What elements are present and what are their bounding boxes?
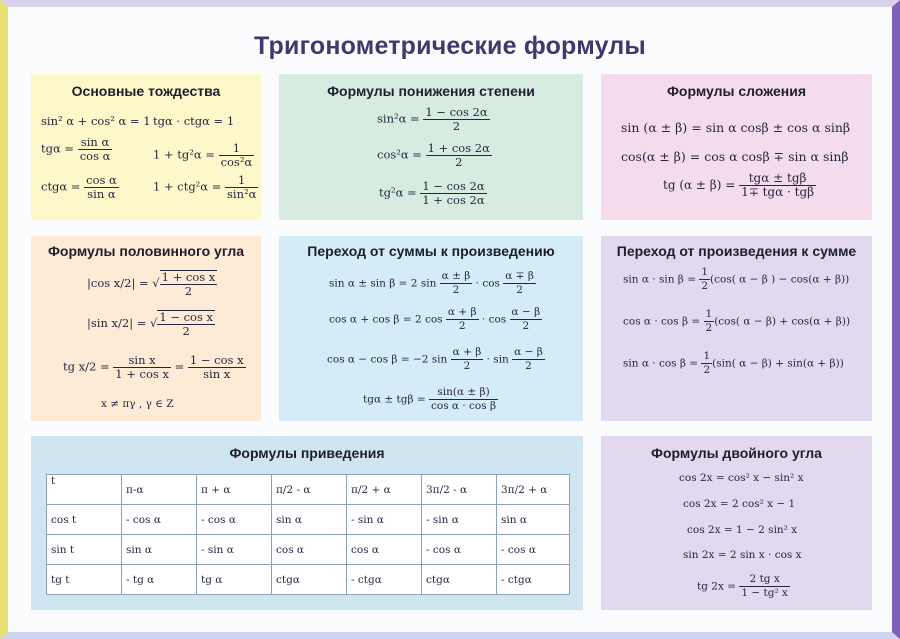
panel-basic-identities (31, 74, 261, 220)
formula: |cos x/2| = √ $\frac{\text{1 + cos x}}{2}$ (87, 270, 216, 298)
table-row (47, 565, 570, 595)
formula: sin 2x = 2 sin x · cos x (683, 549, 802, 561)
table-cell: cos t (47, 505, 122, 535)
formula: cos α · cos β = $\frac{1}{2}$ (cos( α − β) + cos(α + β)) (623, 308, 851, 334)
formula: tg (α ± β) = $\frac{\text{tgα ± tgβ}}{\text{1∓ tgα · tgβ}}$ (663, 171, 815, 199)
panel-product-to-sum (601, 236, 872, 421)
formula: tg x/2 = $\frac{\text{sin x}}{\text{1 + cos x}}$ = $\frac{\text{1 − cos x}}{\text{sin x}}$ (63, 353, 244, 381)
table-cell: sin α (497, 505, 570, 535)
table-header-cell: π + α (197, 475, 272, 505)
panel-heading: Формулы половинного угла (47, 243, 244, 259)
formula: cos 2x = 1 − 2 sin² x (687, 524, 798, 536)
table-cell: cos α (272, 535, 347, 565)
table-cell: - sin α (197, 535, 272, 565)
table-cell: ctgα (422, 565, 497, 595)
table-header-cell: t (47, 475, 122, 505)
table-cell: - cos α (122, 505, 197, 535)
panel-half-angle (31, 236, 261, 421)
formula: cos²α = $\frac{1 + \cos 2\alpha}{2}$ (377, 141, 490, 169)
panel-addition (601, 74, 872, 220)
formula: cos α + cos β = 2 cos $\frac{\alpha + \beta}{2}$ · cos $\frac{\alpha - \beta}{2}$ (329, 306, 541, 332)
table-header-cell: 3π/2 + α (497, 475, 570, 505)
table-row (47, 535, 570, 565)
table-cell: - sin α (422, 505, 497, 535)
table-header-cell: π-α (122, 475, 197, 505)
table-cell: - cos α (422, 535, 497, 565)
formula: 1 + ctg²α = $\frac{1}{\text{sin²α}}$ (153, 173, 257, 201)
panel-heading: Формулы двойного угла (651, 445, 822, 461)
formula: tg²α = $\frac{1 - \cos 2\alpha}{1 + \cos 2\alpha}$ (379, 179, 485, 207)
table-cell: ctgα (272, 565, 347, 595)
table-cell: - cos α (497, 535, 570, 565)
table-header-row (47, 475, 570, 505)
formula: tgα = $\frac{\text{sin α}}{\text{cos α}}$ (41, 135, 111, 163)
formula: ctgα = $\frac{\text{cos α}}{\text{sin α}}$ (41, 173, 117, 201)
formula: sin α · sin β = $\frac{1}{2}$ (cos( α − β ) − cos(α + β)) (623, 266, 850, 292)
formula: cos 2x = 2 cos² x − 1 (683, 498, 796, 510)
panel-heading: Основные тождества (71, 83, 221, 99)
formula: sin (α ± β) = sin α cosβ ± cos α sinβ (621, 120, 851, 135)
formula: sin α ± sin β = 2 sin $\frac{\alpha \pm \beta}{2}$ · cos $\frac{\alpha \mp \beta}{2}$ (329, 270, 534, 296)
formula: 1 + tg²α = $\frac{1}{\text{cos²α}}$ (153, 141, 253, 169)
formula: cos α − cos β = −2 sin $\frac{\alpha + \beta}{2}$ · sin $\frac{\alpha - \beta}{2}$ (327, 346, 543, 372)
table-cell: - ctgα (347, 565, 422, 595)
table-cell: - cos α (197, 505, 272, 535)
table-cell: sin t (47, 535, 122, 565)
formula: sin α · cos β = $\frac{1}{2}$ (sin( α − β) + sin(α + β)) (623, 350, 844, 376)
table-cell: sin α (122, 535, 197, 565)
panel-heading: Переход от суммы к произведению (307, 243, 555, 259)
table-cell: - tg α (122, 565, 197, 595)
table-header-cell: π/2 - α (272, 475, 347, 505)
panel-heading: Переход от произведения к сумме (616, 243, 857, 259)
table-cell: sin α (272, 505, 347, 535)
table-cell: cos α (347, 535, 422, 565)
formula: sin²α = $\frac{1 - \cos 2\alpha}{2}$ (377, 105, 488, 133)
formula: cos(α ± β) = cos α cosβ ∓ sin α sinβ (621, 149, 849, 164)
table-cell: - sin α (347, 505, 422, 535)
table-cell: tg α (197, 565, 272, 595)
formula: tgα ± tgβ = $\frac{\sin(\alpha \pm \beta)}{\text{cos α · cos β}}$ (363, 386, 497, 412)
formula: sin² α + cos² α = 1 (41, 114, 151, 128)
table-cell: - ctgα (497, 565, 570, 595)
table-cell: tg t (47, 565, 122, 595)
table-header-cell: 3π/2 - α (422, 475, 497, 505)
panel-sum-to-product (279, 236, 583, 421)
table-header-cell: π/2 + α (347, 475, 422, 505)
panel-heading: Формулы понижения степени (327, 83, 535, 99)
condition: x ≠ πγ , γ ∈ Z (101, 398, 174, 410)
formula: |sin x/2| = √ $\frac{\text{1 − cos x}}{2}$ (87, 310, 214, 338)
formula: cos 2x = cos² x − sin² x (679, 472, 804, 484)
panel-heading: Формулы приведения (229, 445, 385, 461)
reduction-table (46, 474, 570, 595)
formula: tgα · ctgα = 1 (153, 114, 235, 128)
formula: tg 2x = $\frac{\text{2 tg x}}{\text{1 − tg² x}}$ (697, 573, 788, 599)
page-title: Тригонометрические формулы (254, 32, 646, 60)
panel-power-reduction (279, 74, 583, 220)
panel-heading: Формулы сложения (666, 83, 806, 99)
panel-double-angle (601, 436, 872, 610)
table-row (47, 505, 570, 535)
